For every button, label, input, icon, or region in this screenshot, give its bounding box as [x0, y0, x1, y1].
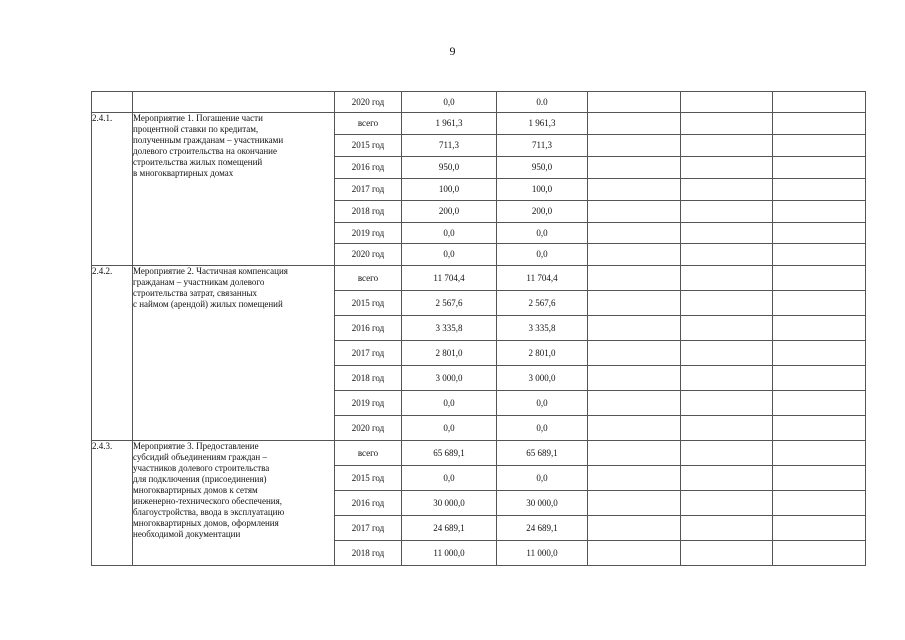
total-value-cell: 24 689,1: [402, 516, 497, 541]
measure-description-cell: [133, 266, 335, 441]
empty-cell: [588, 391, 681, 416]
empty-cell: [681, 157, 773, 179]
empty-cell: [773, 516, 866, 541]
empty-cell: [681, 113, 773, 135]
year-cell: 2017 год: [335, 341, 402, 366]
empty-cell: [681, 516, 773, 541]
empty-cell: [773, 491, 866, 516]
budget-value-cell: 2 801,0: [497, 341, 588, 366]
budget-value-cell: 1 961,3: [497, 113, 588, 135]
budget-value-cell: 711,3: [497, 135, 588, 157]
empty-cell: [681, 291, 773, 316]
empty-cell: [588, 157, 681, 179]
empty-cell: [681, 441, 773, 466]
empty-cell: [773, 157, 866, 179]
empty-cell: [681, 244, 773, 266]
empty-cell: [588, 223, 681, 244]
year-cell: 2018 год: [335, 201, 402, 223]
total-value-cell: 2 801,0: [402, 341, 497, 366]
empty-cell: [681, 92, 773, 113]
total-value-cell: 11 000,0: [402, 541, 497, 566]
budget-value-cell: 65 689,1: [497, 441, 588, 466]
empty-cell: [773, 291, 866, 316]
year-cell: 2015 год: [335, 291, 402, 316]
empty-cell: [773, 223, 866, 244]
empty-cell: [588, 266, 681, 291]
empty-cell: [588, 92, 681, 113]
total-value-cell: 0,0: [402, 466, 497, 491]
empty-cell: [588, 244, 681, 266]
year-cell: 2015 год: [335, 466, 402, 491]
total-value-cell: 11 704,4: [402, 266, 497, 291]
empty-cell: [588, 179, 681, 201]
total-value-cell: 30 000,0: [402, 491, 497, 516]
empty-cell: [681, 541, 773, 566]
empty-cell: [588, 341, 681, 366]
measure-description-text: Мероприятие 2. Частичная компенсация гражданам – участникам долевого строительства затрат, связанных с наймом (арендой) жилых помещений: [133, 266, 288, 309]
empty-cell: [588, 113, 681, 135]
table-row: [92, 92, 866, 113]
measure-code-cell: 2.4.1.: [92, 113, 133, 266]
empty-cell: [588, 491, 681, 516]
year-cell: 2016 год: [335, 157, 402, 179]
budget-value-cell: 0,0: [497, 244, 588, 266]
budget-value-cell: 0,0: [497, 466, 588, 491]
total-value-cell: 65 689,1: [402, 441, 497, 466]
budget-value-cell: 100,0: [497, 179, 588, 201]
empty-cell: [588, 466, 681, 491]
empty-cell: [773, 366, 866, 391]
budget-value-cell: 24 689,1: [497, 516, 588, 541]
budget-value-cell: 30 000,0: [497, 491, 588, 516]
measure-description-text: Мероприятие 1. Погашение части процентной ставки по кредитам, полученным гражданам – участниками долевого строительства на окончание строительства жилых помещений в многоквартирных домах: [133, 113, 284, 178]
year-cell: 2019 год: [335, 391, 402, 416]
empty-cell: [681, 223, 773, 244]
empty-cell: [681, 266, 773, 291]
total-value-cell: 1 961,3: [402, 113, 497, 135]
total-value-cell: 711,3: [402, 135, 497, 157]
page-number: 9: [449, 44, 456, 58]
empty-cell: [588, 516, 681, 541]
budget-value-cell: 0,0: [497, 223, 588, 244]
budget-value-cell: 950,0: [497, 157, 588, 179]
empty-cell: [773, 441, 866, 466]
measure-code-cell: 2.4.2.: [92, 266, 133, 441]
measure-code-cell: 2.4.3.: [92, 441, 133, 566]
empty-cell: [773, 391, 866, 416]
table-row: [92, 441, 866, 466]
total-value-cell: 200,0: [402, 201, 497, 223]
budget-value-cell: 11 704,4: [497, 266, 588, 291]
empty-cell: [588, 291, 681, 316]
empty-cell: [681, 491, 773, 516]
total-value-cell: 950,0: [402, 157, 497, 179]
total-value-cell: 0,0: [402, 416, 497, 441]
empty-cell: [588, 316, 681, 341]
total-value-cell: 0,0: [402, 244, 497, 266]
budget-value-cell: 0,0: [497, 416, 588, 441]
empty-cell: [681, 466, 773, 491]
year-cell: 2020 год: [335, 244, 402, 266]
empty-cell: [773, 341, 866, 366]
year-cell: 2019 год: [335, 223, 402, 244]
empty-cell: [588, 441, 681, 466]
budget-value-cell: 3 335,8: [497, 316, 588, 341]
empty-cell: [681, 416, 773, 441]
empty-cell: [773, 466, 866, 491]
year-cell: 2016 год: [335, 491, 402, 516]
funding-table-body: [92, 92, 866, 566]
table-row: [92, 266, 866, 291]
total-value-cell: 2 567,6: [402, 291, 497, 316]
budget-value-cell: 200,0: [497, 201, 588, 223]
empty-cell: [588, 416, 681, 441]
year-cell: 2018 год: [335, 541, 402, 566]
empty-cell: [588, 366, 681, 391]
year-cell: 2017 год: [335, 179, 402, 201]
empty-cell: [681, 341, 773, 366]
empty-cell: [773, 113, 866, 135]
year-cell: 2017 год: [335, 516, 402, 541]
empty-cell: [773, 244, 866, 266]
funding-table: [91, 91, 866, 566]
budget-value-cell: 11 000,0: [497, 541, 588, 566]
total-value-cell: 0,0: [402, 223, 497, 244]
empty-cell: [588, 201, 681, 223]
year-cell: 2020 год: [335, 416, 402, 441]
empty-cell: [681, 366, 773, 391]
measure-description-cell: [133, 441, 335, 566]
year-cell: 2020 год: [335, 92, 402, 113]
empty-cell: [681, 391, 773, 416]
budget-value-cell: 0.0: [497, 92, 588, 113]
measure-description-text: Мероприятие 3. Предоставление субсидий объединениям граждан – участников долевого строительства для подключения (присоединения) многоквартирных домов к сетям инженерно-технического обеспечения, благоустройства, ввода в эксплуатацию многоквартирных домов, оформления необходимой документации: [133, 441, 285, 539]
empty-cell: [773, 179, 866, 201]
empty-cell: [681, 201, 773, 223]
year-cell: всего: [335, 441, 402, 466]
code-cell: [92, 92, 133, 113]
year-cell: 2016 год: [335, 316, 402, 341]
year-cell: 2015 год: [335, 135, 402, 157]
total-value-cell: 3 000,0: [402, 366, 497, 391]
empty-cell: [588, 541, 681, 566]
empty-cell: [773, 541, 866, 566]
year-cell: 2018 год: [335, 366, 402, 391]
total-value-cell: 0,0: [402, 92, 497, 113]
empty-cell: [773, 92, 866, 113]
total-value-cell: 3 335,8: [402, 316, 497, 341]
empty-cell: [681, 179, 773, 201]
year-cell: всего: [335, 266, 402, 291]
total-value-cell: 0,0: [402, 391, 497, 416]
empty-cell: [588, 135, 681, 157]
measure-description-cell: [133, 113, 335, 266]
empty-cell: [773, 266, 866, 291]
empty-cell: [681, 316, 773, 341]
empty-cell: [681, 135, 773, 157]
budget-value-cell: 3 000,0: [497, 366, 588, 391]
empty-cell: [773, 416, 866, 441]
year-cell: всего: [335, 113, 402, 135]
budget-value-cell: 0,0: [497, 391, 588, 416]
empty-cell: [773, 135, 866, 157]
total-value-cell: 100,0: [402, 179, 497, 201]
description-cell: [133, 92, 335, 113]
table-row: [92, 113, 866, 135]
empty-cell: [773, 201, 866, 223]
empty-cell: [773, 316, 866, 341]
budget-value-cell: 2 567,6: [497, 291, 588, 316]
